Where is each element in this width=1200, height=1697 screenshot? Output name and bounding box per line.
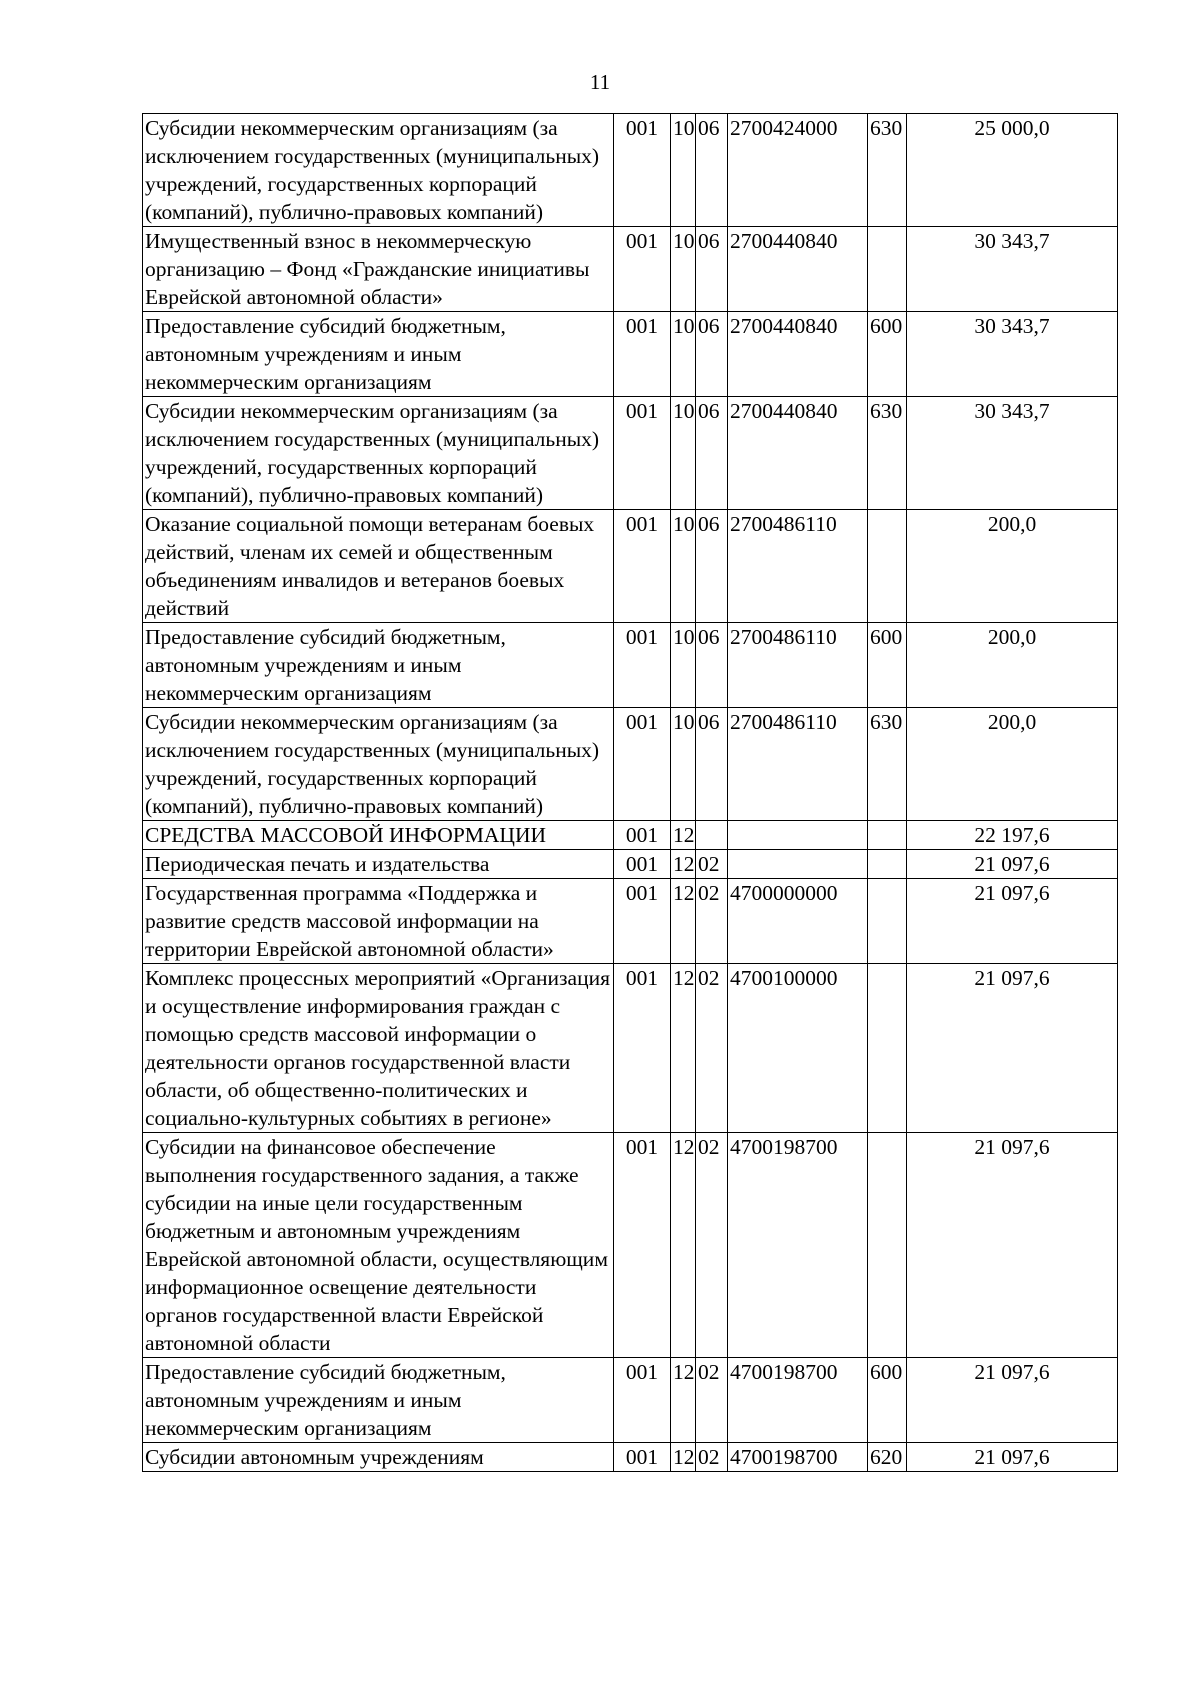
section-code-cell: 12 (671, 821, 696, 850)
amount-cell: 21 097,6 (907, 850, 1118, 879)
page-number: 11 (589, 70, 611, 94)
section-code-cell: 12 (671, 850, 696, 879)
table-row (143, 623, 1118, 708)
subsection-code-cell: 06 (696, 397, 728, 510)
grbs-code-cell: 001 (614, 821, 671, 850)
target-article-cell: 2700486110 (728, 510, 868, 623)
expense-type-cell: 620 (868, 1443, 907, 1472)
section-code-cell: 12 (671, 1133, 696, 1358)
target-article-cell: 2700440840 (728, 227, 868, 312)
amount-cell: 21 097,6 (907, 879, 1118, 964)
item-name-cell: Государственная программа «Поддержка и развитие средств массовой информации на территории Еврейской автономной области» (143, 879, 614, 964)
expense-type-cell: 600 (868, 312, 907, 397)
subsection-code-cell: 06 (696, 510, 728, 623)
subsection-code-cell: 06 (696, 227, 728, 312)
grbs-code-cell: 001 (614, 397, 671, 510)
section-code-cell: 10 (671, 227, 696, 312)
target-article-cell: 4700198700 (728, 1133, 868, 1358)
target-article-cell: 2700440840 (728, 397, 868, 510)
grbs-code-cell: 001 (614, 1358, 671, 1443)
table-row (143, 397, 1118, 510)
item-name-cell: Предоставление субсидий бюджетным, автономным учреждениям и иным некоммерческим организациям (143, 1358, 614, 1443)
subsection-code-cell: 02 (696, 1133, 728, 1358)
amount-cell: 21 097,6 (907, 1358, 1118, 1443)
grbs-code-cell: 001 (614, 114, 671, 227)
amount-cell: 200,0 (907, 510, 1118, 623)
item-name-cell: Комплекс процессных мероприятий «Организация и осуществление информирования граждан с помощью средств массовой информации о деятельности органов государственной власти области, об общественно-политических и социально-культурных событиях в регионе» (143, 964, 614, 1133)
item-name-cell: Субсидии некоммерческим организациям (за исключением государственных (муниципальных) учреждений, государственных корпораций (компаний), публично-правовых компаний) (143, 397, 614, 510)
table-row (143, 1133, 1118, 1358)
expense-type-cell (868, 964, 907, 1133)
expense-type-cell (868, 227, 907, 312)
table-row (143, 312, 1118, 397)
item-name-cell: Периодическая печать и издательства (143, 850, 614, 879)
subsection-code-cell: 02 (696, 964, 728, 1133)
item-name-cell: Предоставление субсидий бюджетным, автономным учреждениям и иным некоммерческим организациям (143, 312, 614, 397)
amount-cell: 30 343,7 (907, 312, 1118, 397)
expense-type-cell: 630 (868, 114, 907, 227)
grbs-code-cell: 001 (614, 1443, 671, 1472)
item-name-cell: Имущественный взнос в некоммерческую организацию – Фонд «Гражданские инициативы Еврейской автономной области» (143, 227, 614, 312)
target-article-cell: 2700440840 (728, 312, 868, 397)
section-code-cell: 10 (671, 510, 696, 623)
item-name-cell: Оказание социальной помощи ветеранам боевых действий, членам их семей и общественным объединениям инвалидов и ветеранов боевых действий (143, 510, 614, 623)
target-article-cell (728, 850, 868, 879)
target-article-cell: 4700198700 (728, 1443, 868, 1472)
item-name-cell: СРЕДСТВА МАССОВОЙ ИНФОРМАЦИИ (143, 821, 614, 850)
section-code-cell: 10 (671, 114, 696, 227)
amount-cell: 21 097,6 (907, 1133, 1118, 1358)
subsection-code-cell (696, 821, 728, 850)
amount-cell: 200,0 (907, 708, 1118, 821)
amount-cell: 200,0 (907, 623, 1118, 708)
table-row (143, 821, 1118, 850)
table-row (143, 1443, 1118, 1472)
target-article-cell: 2700486110 (728, 623, 868, 708)
table-row (143, 510, 1118, 623)
expense-type-cell (868, 1133, 907, 1358)
target-article-cell (728, 821, 868, 850)
section-code-cell: 10 (671, 312, 696, 397)
item-name-cell: Субсидии некоммерческим организациям (за исключением государственных (муниципальных) учреждений, государственных корпораций (компаний), публично-правовых компаний) (143, 708, 614, 821)
section-code-cell: 12 (671, 964, 696, 1133)
expense-type-cell: 630 (868, 708, 907, 821)
target-article-cell: 4700100000 (728, 964, 868, 1133)
target-article-cell: 2700424000 (728, 114, 868, 227)
expense-type-cell (868, 510, 907, 623)
amount-cell: 25 000,0 (907, 114, 1118, 227)
budget-table-body (143, 114, 1118, 1472)
item-name-cell: Предоставление субсидий бюджетным, автономным учреждениям и иным некоммерческим организациям (143, 623, 614, 708)
expense-type-cell (868, 821, 907, 850)
section-code-cell: 12 (671, 1443, 696, 1472)
subsection-code-cell: 06 (696, 708, 728, 821)
item-name-cell: Субсидии на финансовое обеспечение выполнения государственного задания, а также субсидии на иные цели государственным бюджетным и автономным учреждениям Еврейской автономной области, осуществляющим информационное освещение деятельности органов государственной власти Еврейской автономной области (143, 1133, 614, 1358)
grbs-code-cell: 001 (614, 850, 671, 879)
target-article-cell: 4700198700 (728, 1358, 868, 1443)
table-row (143, 708, 1118, 821)
section-code-cell: 10 (671, 397, 696, 510)
table-row (143, 1358, 1118, 1443)
section-code-cell: 10 (671, 708, 696, 821)
amount-cell: 22 197,6 (907, 821, 1118, 850)
expense-type-cell: 630 (868, 397, 907, 510)
table-row (143, 850, 1118, 879)
subsection-code-cell: 02 (696, 1358, 728, 1443)
expense-type-cell (868, 850, 907, 879)
grbs-code-cell: 001 (614, 227, 671, 312)
subsection-code-cell: 02 (696, 879, 728, 964)
budget-table (142, 113, 1118, 1472)
item-name-cell: Субсидии автономным учреждениям (143, 1443, 614, 1472)
grbs-code-cell: 001 (614, 1133, 671, 1358)
expense-type-cell (868, 879, 907, 964)
table-row (143, 114, 1118, 227)
grbs-code-cell: 001 (614, 964, 671, 1133)
amount-cell: 30 343,7 (907, 397, 1118, 510)
expense-type-cell: 600 (868, 623, 907, 708)
subsection-code-cell: 02 (696, 1443, 728, 1472)
subsection-code-cell: 06 (696, 114, 728, 227)
table-row (143, 227, 1118, 312)
subsection-code-cell: 02 (696, 850, 728, 879)
table-row (143, 964, 1118, 1133)
subsection-code-cell: 06 (696, 623, 728, 708)
grbs-code-cell: 001 (614, 879, 671, 964)
target-article-cell: 4700000000 (728, 879, 868, 964)
section-code-cell: 12 (671, 1358, 696, 1443)
grbs-code-cell: 001 (614, 708, 671, 821)
amount-cell: 30 343,7 (907, 227, 1118, 312)
grbs-code-cell: 001 (614, 623, 671, 708)
expense-type-cell: 600 (868, 1358, 907, 1443)
amount-cell: 21 097,6 (907, 1443, 1118, 1472)
grbs-code-cell: 001 (614, 312, 671, 397)
section-code-cell: 10 (671, 623, 696, 708)
amount-cell: 21 097,6 (907, 964, 1118, 1133)
subsection-code-cell: 06 (696, 312, 728, 397)
grbs-code-cell: 001 (614, 510, 671, 623)
target-article-cell: 2700486110 (728, 708, 868, 821)
table-row (143, 879, 1118, 964)
item-name-cell: Субсидии некоммерческим организациям (за исключением государственных (муниципальных) учреждений, государственных корпораций (компаний), публично-правовых компаний) (143, 114, 614, 227)
section-code-cell: 12 (671, 879, 696, 964)
